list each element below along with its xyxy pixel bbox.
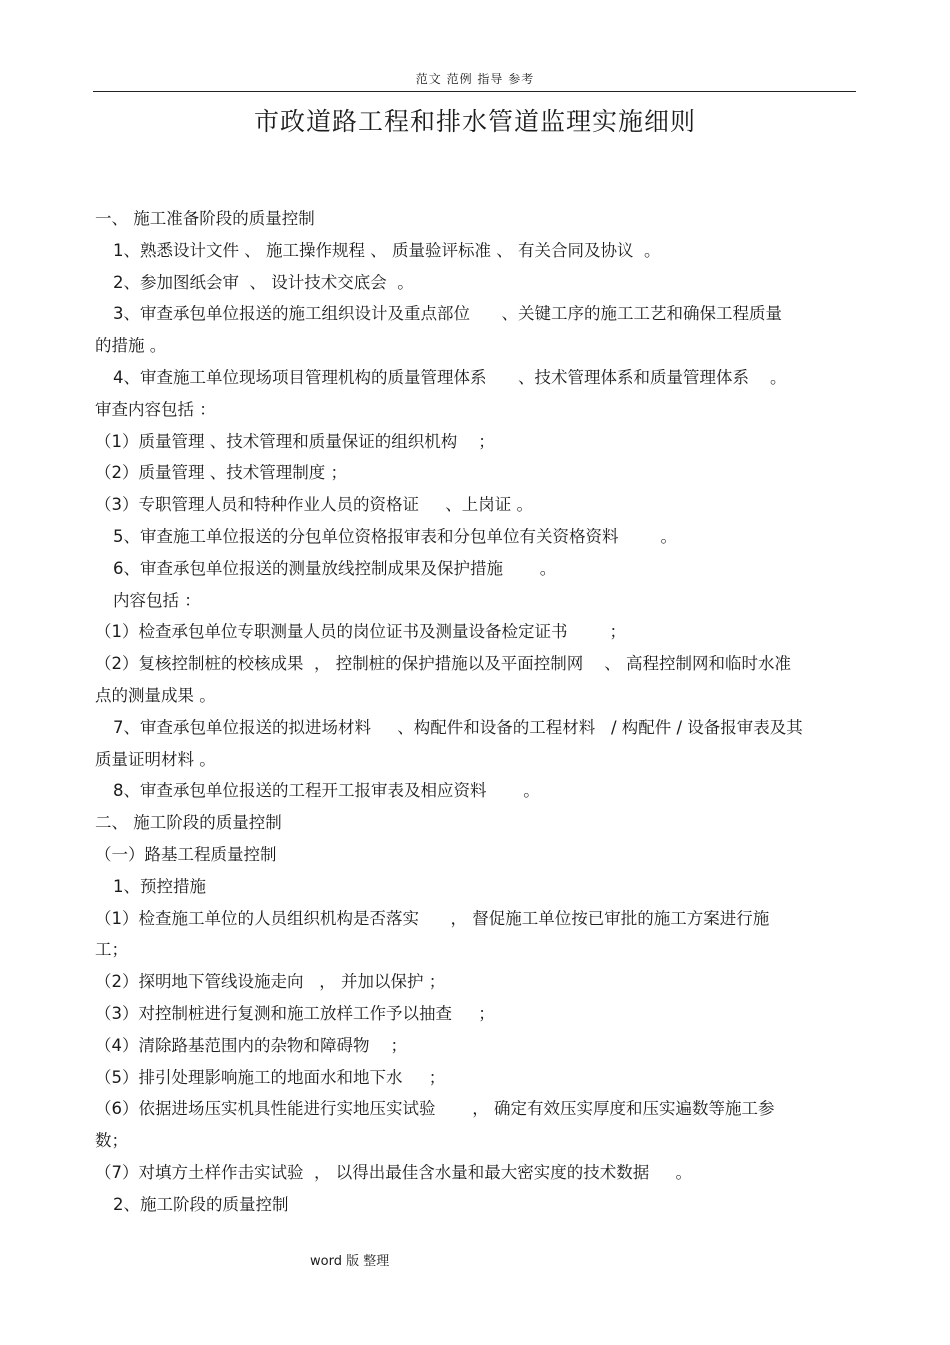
body-line: 6、审查承包单位报送的测量放线控制成果及保护措施 。 xyxy=(113,558,557,578)
body-line: 点的测量成果 。 xyxy=(95,685,216,705)
body-line: （1）质量管理 、技术管理和质量保证的组织机构 ； xyxy=(95,431,495,451)
page-header: 范文 范例 指导 参考 xyxy=(415,72,535,86)
body-line: （2）复核控制桩的校核成果 ， 控制桩的保护措施以及平面控制网 、 高程控制网和临时水准 xyxy=(95,654,791,674)
document-body xyxy=(95,203,850,1221)
body-line: （6）依据进场压实机具性能进行实地压实试验 ， 确定有效压实厚度和压实遍数等施工参 xyxy=(95,1099,775,1119)
body-line: （5）排引处理影响施工的地面水和地下水 ； xyxy=(95,1067,446,1087)
body-line: 8、审查承包单位报送的工程开工报审表及相应资料 。 xyxy=(113,781,540,801)
body-line: 内容包括 ： xyxy=(113,590,201,610)
body-line: 2、施工阶段的质量控制 xyxy=(113,1194,289,1214)
body-line: （3）对控制桩进行复测和施工放样工作予以抽查 ； xyxy=(95,1003,495,1023)
body-line: 4、审查施工单位现场项目管理机构的质量管理体系 、技术管理体系和质量管理体系 。 xyxy=(113,367,787,387)
body-line: 审查内容包括 ： xyxy=(95,399,216,419)
body-line: （1）检查施工单位的人员组织机构是否落实 ， 督促施工单位按已审批的施工方案进行施 xyxy=(95,908,770,928)
body-line: （7）对填方土样作击实试验 ， 以得出最佳含水量和最大密实度的技术数据 。 xyxy=(95,1162,692,1182)
body-line: 7、审查承包单位报送的拟进场材料 、构配件和设备的工程材料 / 构配件 / 设备报审表及其 xyxy=(113,717,803,737)
body-line: 质量证明材料 。 xyxy=(95,749,216,769)
header-divider xyxy=(93,91,856,92)
body-line: （4）清除路基范围内的杂物和障碍物 ； xyxy=(95,1035,407,1055)
body-line: 3、审查承包单位报送的施工组织设计及重点部位 、关键工序的施工工艺和确保工程质量 xyxy=(113,304,782,324)
body-line: （3）专职管理人员和特种作业人员的资格证 、上岗证 。 xyxy=(95,495,533,515)
body-line: 的措施 。 xyxy=(95,336,167,356)
body-line: 1、预控措施 xyxy=(113,876,206,896)
body-line: （2）探明地下管线设施走向 ， 并加以保护 ； xyxy=(95,972,446,992)
body-line: （一）路基工程质量控制 xyxy=(95,844,277,864)
body-line: 数； xyxy=(95,1131,128,1151)
document-title: 市政道路工程和排水管道监理实施细则 xyxy=(253,107,696,136)
body-line: 1、熟悉设计文件 、 施工操作规程 、 质量验评标准 、 有关合同及协议 。 xyxy=(113,240,661,260)
body-line: 一、 施工准备阶段的质量控制 xyxy=(95,209,315,228)
body-line: 2、参加图纸会审 、 设计技术交底会 。 xyxy=(113,272,414,292)
body-line: （1）检查承包单位专职测量人员的岗位证书及测量设备检定证书 ； xyxy=(95,622,626,642)
page-footer: word 版 整理 xyxy=(310,1254,390,1269)
body-line: 5、审查施工单位报送的分包单位资格报审表和分包单位有关资格资料 。 xyxy=(113,526,677,546)
body-line: 二、 施工阶段的质量控制 xyxy=(95,813,282,833)
body-line: （2）质量管理 、技术管理制度 ； xyxy=(95,463,347,483)
body-line: 工； xyxy=(95,940,128,960)
